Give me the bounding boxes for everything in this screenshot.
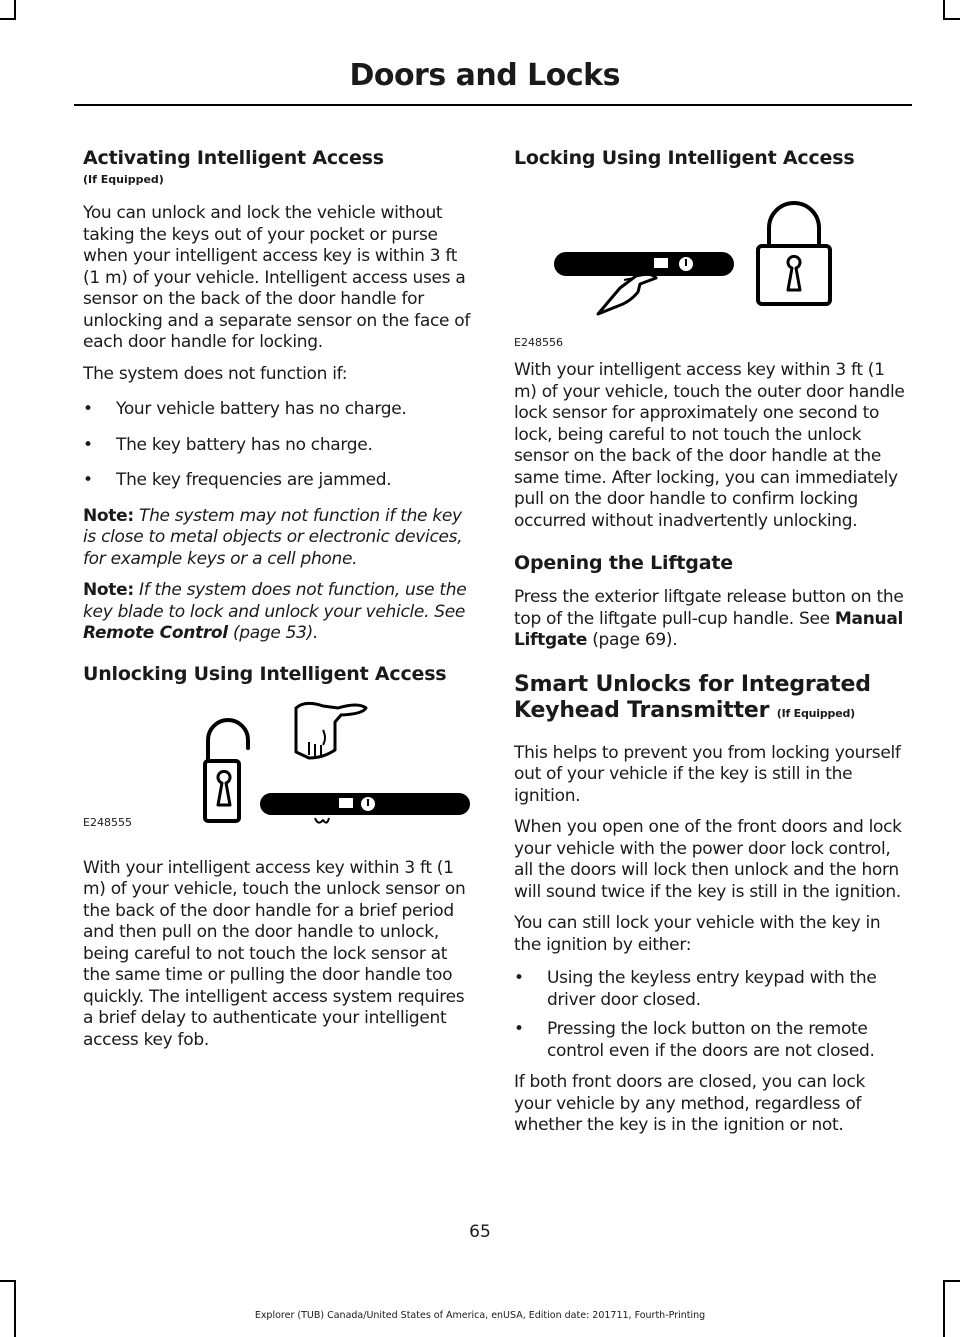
lock-figure-svg — [514, 184, 906, 324]
unlock-paragraph: With your intelligent access key within 3 ft (1 m) of your vehicle, touch the unlock sensor on the back of the door handle for a brief period and then pull on the door handle to unlock, being careful to not touch the lock sensor at the same time or pulling the door handle too quickly. The intelligent access system requires a brief delay to authenticate your intelligent access key fob. — [83, 857, 466, 1050]
smart-paragraph: If both front doors are closed, you can lock your vehicle by any method, regardless of whether the key is in the ignition or not. — [514, 1072, 866, 1135]
remote-control-link[interactable]: Remote Control — [83, 623, 228, 643]
list-item: • Your vehicle battery has no charge. — [83, 399, 407, 419]
door-handle-icon — [554, 252, 734, 276]
right-column — [514, 140, 906, 1137]
section-heading-locking: Locking Using Intelligent Access — [514, 147, 855, 169]
section-heading-smart-unlocks: Smart Unlocks for Integrated Keyhead Transmitter (If Equipped) — [514, 671, 871, 723]
list-item: • The key battery has no charge. — [83, 434, 373, 455]
door-handle-icon — [260, 793, 470, 815]
crop-mark — [0, 1280, 16, 1282]
footer-edition: Explorer (TUB) Canada/United States of America, enUSA, Edition date: 201711, Fourth-Printing — [254, 1310, 706, 1321]
liftgate-paragraph: Press the exterior liftgate release button on the top of the liftgate pull-cup handle. See Manual Liftgate (page 69). — [514, 587, 904, 650]
list-item: • The key frequencies are jammed. — [83, 470, 392, 490]
lock-paragraph: With your intelligent access key within 3 ft (1 m) of your vehicle, touch the outer door handle lock sensor for approximately one second to lock, being careful to not touch the unlock sensor on the back of the door handle at the same time. After locking, you can immediately pull on the door handle to confirm locking occurred without inadvertently unlocking. — [514, 360, 905, 531]
figure-code: E248555 — [83, 815, 132, 829]
note-paragraph — [83, 580, 475, 645]
smart-paragraph: You can still lock your vehicle with the key in the ignition by either: — [514, 913, 881, 955]
unlock-illustration — [83, 700, 475, 838]
bullet: • — [514, 968, 524, 988]
crop-mark — [943, 1280, 960, 1282]
section-heading-liftgate: Opening the Liftgate — [514, 552, 733, 574]
page-reference: (page 53). — [232, 623, 319, 643]
section-heading-unlocking: Unlocking Using Intelligent Access — [83, 662, 447, 685]
not-function-list — [83, 399, 475, 492]
hand-icon — [598, 274, 656, 314]
unlock-figure-svg — [83, 700, 475, 838]
bullet: • — [83, 399, 93, 419]
manual-liftgate-link[interactable]: Manual Liftgate — [514, 608, 904, 650]
list-item: • Using the keyless entry keypad with the driver door closed. — [514, 968, 877, 1010]
page-number: 65 — [469, 1222, 491, 1242]
crop-mark — [14, 1280, 16, 1337]
bullet: • — [83, 470, 93, 490]
note-label: Note: — [83, 580, 134, 600]
closed-padlock-icon — [758, 203, 830, 304]
crop-mark — [943, 18, 960, 20]
page-reference: (page 69). — [592, 630, 678, 650]
section-heading-activating — [83, 146, 475, 170]
bullet: • — [514, 1019, 524, 1039]
lock-illustration — [514, 184, 906, 349]
page-title: Doors and Locks — [349, 58, 620, 93]
note-text: If the system does not function, use the key blade to lock and unlock your vehicle. See — [83, 580, 467, 622]
crop-mark — [14, 0, 16, 20]
crop-mark — [943, 1280, 945, 1337]
lock-methods-list — [514, 968, 906, 1062]
header-divider — [74, 104, 912, 106]
section-title: Activating Intelligent Access — [83, 147, 384, 169]
note-label: Note: — [83, 505, 134, 526]
note-paragraph — [83, 506, 475, 571]
crop-mark — [943, 0, 945, 20]
section-qualifier: (If Equipped) — [776, 706, 855, 720]
bullet: • — [83, 434, 93, 455]
crop-mark — [0, 18, 16, 20]
intro-paragraph: You can unlock and lock the vehicle without taking the keys out of your pocket or purse when your intelligent access key is within 3 ft (1 m) of your vehicle. Intelligent access uses a sensor on the back of the door handle for unlocking and a separate sensor on the face of each door handle for locking. — [83, 203, 471, 352]
section-qualifier: (If Equipped) — [83, 173, 164, 186]
list-item: • Pressing the lock button on the remote control even if the doors are not closed. — [514, 1019, 875, 1061]
left-column — [83, 140, 475, 1051]
not-function-intro: The system does not function if: — [83, 363, 348, 384]
figure-code: E248556 — [514, 336, 563, 349]
note-text: The system may not function if the key is close to metal objects or electronic devices, for example keys or a cell phone. — [83, 505, 463, 569]
smart-paragraph: When you open one of the front doors and lock your vehicle with the power door lock control, all the doors will lock then unlock and the horn will sound twice if the key is still in the ignition. — [514, 817, 902, 902]
smart-paragraph: This helps to prevent you from locking yourself out of your vehicle if the key is still in the ignition. — [514, 742, 901, 806]
